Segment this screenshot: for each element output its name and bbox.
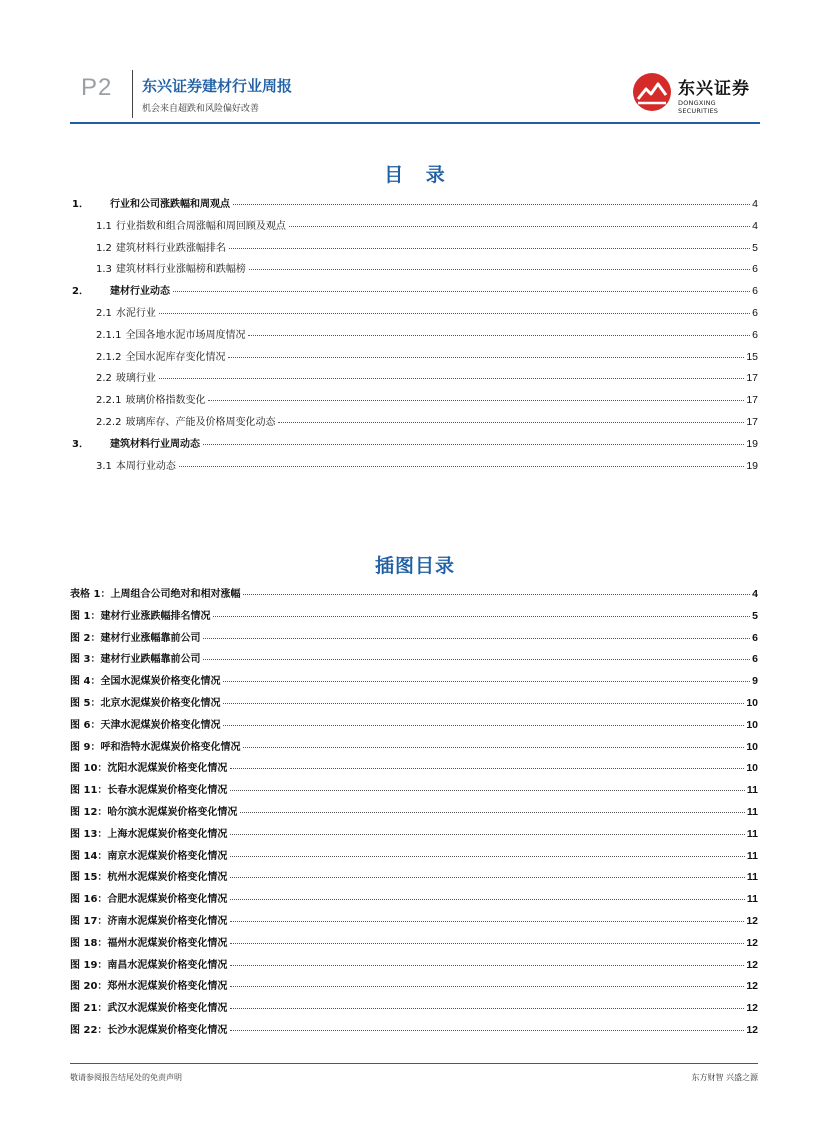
figure-entry[interactable]: [70, 956, 758, 978]
dot-leader: [173, 291, 750, 292]
entry-number: 图 16：: [70, 894, 108, 906]
figure-entry[interactable]: [70, 977, 758, 999]
entry-number: 图 4：: [70, 676, 101, 688]
entry-label: 玻璃价格指数变化: [125, 395, 206, 407]
footer-rule: [70, 1063, 758, 1064]
figure-entry[interactable]: [70, 803, 758, 825]
dot-leader: [230, 986, 744, 987]
dot-leader: [230, 877, 744, 878]
figure-entry[interactable]: [70, 759, 758, 781]
toc-list: [70, 195, 758, 478]
figure-list-title: 插图目录: [374, 555, 455, 577]
entry-page: 6: [752, 328, 758, 341]
toc-entry[interactable]: [70, 239, 758, 261]
dot-leader: [228, 357, 744, 358]
dot-leader: [233, 204, 750, 205]
dongxing-logo-icon: [632, 72, 672, 112]
figure-entry[interactable]: [70, 890, 758, 912]
entry-label: 上海水泥煤炭价格变化情况: [107, 828, 228, 840]
dot-leader: [203, 638, 750, 639]
entry-number: 图 14：: [70, 850, 108, 862]
logo-name-cn: 东兴证券: [678, 79, 750, 99]
toc-entry[interactable]: [70, 260, 758, 282]
entry-page: 17: [746, 394, 758, 407]
entry-page: 12: [746, 936, 758, 949]
dot-leader: [179, 466, 744, 467]
entry-page: 5: [752, 609, 758, 622]
entry-label: 建筑材料行业跌涨幅排名: [115, 242, 226, 254]
dot-leader: [230, 921, 744, 922]
entry-label: 全国水泥煤炭价格变化情况: [100, 676, 221, 688]
entry-number: 3．: [72, 438, 89, 450]
figure-entry[interactable]: [70, 585, 758, 607]
entry-page: 6: [752, 653, 758, 666]
entry-label: 沈阳水泥煤炭价格变化情况: [107, 763, 228, 775]
entry-page: 10: [746, 740, 758, 753]
entry-label: 合肥水泥煤炭价格变化情况: [107, 894, 228, 906]
entry-label: 建筑材料行业涨幅榜和跌幅榜: [115, 264, 246, 276]
dot-leader: [243, 747, 744, 748]
entry-number: 2.2.2: [96, 416, 122, 428]
dot-leader: [159, 313, 750, 314]
entry-label: 南京水泥煤炭价格变化情况: [107, 850, 228, 862]
company-logo: [632, 72, 758, 115]
entry-label: 郑州水泥煤炭价格变化情况: [107, 981, 228, 993]
dot-leader: [230, 856, 744, 857]
dot-leader: [278, 422, 744, 423]
logo-name-en: DONGXING SECURITIES: [678, 99, 719, 115]
entry-number: 2.2.1: [96, 395, 122, 407]
entry-label: 上周组合公司绝对和相对涨幅: [110, 589, 241, 600]
dot-leader: [203, 444, 744, 445]
dot-leader: [230, 899, 744, 900]
figure-entry[interactable]: [70, 934, 758, 956]
dot-leader: [213, 616, 750, 617]
dot-leader: [243, 594, 750, 595]
entry-page: 5: [752, 241, 758, 254]
entry-number: 2.1: [96, 307, 112, 319]
entry-number: 图 1：: [70, 610, 101, 622]
entry-page: 12: [746, 980, 758, 993]
figure-entry[interactable]: [70, 716, 758, 738]
entry-page: 6: [752, 631, 758, 644]
report-title: 东兴证券建材行业周报: [142, 77, 293, 95]
entry-label: 呼和浩特水泥煤炭价格变化情况: [100, 741, 241, 753]
entry-number: 图 12：: [70, 806, 108, 818]
entry-number: 2.1.1: [96, 329, 122, 341]
footer-disclaimer: 敬请参阅报告结尾处的免责声明: [70, 1073, 182, 1082]
entry-page: 10: [746, 718, 758, 731]
figure-entry[interactable]: [70, 999, 758, 1021]
dot-leader: [203, 659, 750, 660]
dot-leader: [230, 768, 744, 769]
figure-entry[interactable]: [70, 650, 758, 672]
entry-number: 1.1: [96, 220, 112, 232]
toc-entry[interactable]: [70, 326, 758, 348]
entry-label: 本周行业动态: [115, 460, 176, 472]
entry-number: 图 20：: [70, 981, 108, 993]
toc-entry[interactable]: [70, 195, 758, 217]
entry-number: 图 17：: [70, 915, 108, 927]
toc-entry[interactable]: [70, 282, 758, 304]
dot-leader: [159, 378, 744, 379]
toc-entry[interactable]: [70, 391, 758, 413]
entry-label: 南昌水泥煤炭价格变化情况: [107, 959, 228, 971]
entry-page: 19: [746, 437, 758, 450]
entry-page: 17: [746, 372, 758, 385]
report-subtitle: 机会来自超跌和风险偏好改善: [142, 104, 260, 114]
entry-page: 6: [752, 263, 758, 276]
dot-leader: [240, 812, 744, 813]
figure-entry[interactable]: [70, 781, 758, 803]
entry-label: 长春水泥煤炭价格变化情况: [107, 785, 228, 797]
entry-page: 10: [746, 696, 758, 709]
entry-label: 玻璃行业: [115, 373, 156, 385]
dot-leader: [223, 725, 744, 726]
entry-label: 行业和公司涨跌幅和周观点: [110, 199, 230, 210]
dot-leader: [230, 965, 744, 966]
entry-page: 4: [752, 588, 758, 600]
entry-number: 图 21：: [70, 1003, 108, 1015]
entry-number: 2.2: [96, 373, 112, 385]
entry-number: 表格 1：: [70, 589, 111, 600]
entry-label: 建材行业动态: [110, 286, 170, 298]
entry-label: 天津水泥煤炭价格变化情况: [100, 719, 221, 731]
entry-number: 1.2: [96, 242, 112, 254]
entry-page: 11: [746, 827, 758, 840]
toc-entry[interactable]: [70, 369, 758, 391]
entry-page: 11: [746, 871, 758, 884]
figure-entry[interactable]: [70, 738, 758, 760]
figure-entry[interactable]: [70, 825, 758, 847]
entry-number: 1.3: [96, 264, 112, 276]
dot-leader: [289, 226, 750, 227]
figure-entry[interactable]: [70, 847, 758, 869]
entry-page: 10: [746, 762, 758, 775]
entry-label: 玻璃库存、产能及价格周变化动态: [125, 416, 276, 428]
figure-entry[interactable]: [70, 629, 758, 651]
figure-entry[interactable]: [70, 868, 758, 890]
entry-number: 图 18：: [70, 937, 108, 949]
entry-page: 12: [746, 958, 758, 971]
entry-number: 图 19：: [70, 959, 108, 971]
figure-entry[interactable]: [70, 1021, 758, 1043]
entry-label: 杭州水泥煤炭价格变化情况: [107, 872, 228, 884]
entry-label: 建材行业涨跌幅排名情况: [100, 610, 211, 622]
entry-number: 图 9：: [70, 741, 101, 753]
entry-page: 6: [752, 285, 758, 298]
entry-page: 12: [746, 914, 758, 927]
header-divider: [132, 70, 133, 118]
footer-slogan: 东方财智 兴盛之源: [691, 1073, 758, 1082]
entry-page: 11: [746, 784, 758, 797]
entry-number: 图 13：: [70, 828, 108, 840]
toc-entry[interactable]: [70, 413, 758, 435]
entry-label: 长沙水泥煤炭价格变化情况: [107, 1024, 228, 1036]
dot-leader: [229, 248, 750, 249]
figure-entry[interactable]: [70, 672, 758, 694]
entry-page: 11: [746, 849, 758, 862]
entry-page: 6: [752, 306, 758, 319]
dot-leader: [223, 703, 744, 704]
entry-page: 11: [746, 893, 758, 906]
dot-leader: [230, 1030, 744, 1031]
entry-number: 2.1.2: [96, 351, 122, 363]
entry-page: 12: [746, 1023, 758, 1036]
dot-leader: [248, 335, 750, 336]
entry-page: 11: [746, 805, 758, 818]
entry-label: 水泥行业: [115, 307, 156, 319]
entry-number: 图 22：: [70, 1024, 108, 1036]
header-rule: [70, 122, 760, 124]
entry-number: 图 6：: [70, 719, 101, 731]
entry-page: 12: [746, 1002, 758, 1015]
figure-entry[interactable]: [70, 607, 758, 629]
toc-entry[interactable]: [70, 457, 758, 479]
dot-leader: [230, 1008, 744, 1009]
entry-label: 福州水泥煤炭价格变化情况: [107, 937, 228, 949]
entry-page: 15: [746, 350, 758, 363]
figure-entry[interactable]: [70, 912, 758, 934]
entry-label: 建筑材料行业周动态: [110, 438, 200, 450]
toc-entry[interactable]: [70, 304, 758, 326]
entry-label: 武汉水泥煤炭价格变化情况: [107, 1003, 228, 1015]
entry-label: 哈尔滨水泥煤炭价格变化情况: [107, 806, 238, 818]
entry-page: 4: [752, 198, 758, 210]
entry-number: 3.1: [96, 460, 112, 472]
dot-leader: [249, 269, 750, 270]
dot-leader: [230, 790, 744, 791]
toc-entry[interactable]: [70, 435, 758, 457]
page-number: P2: [81, 74, 113, 101]
entry-label: 建材行业涨幅靠前公司: [100, 632, 201, 644]
entry-label: 建材行业跌幅靠前公司: [100, 654, 201, 666]
dot-leader: [223, 681, 750, 682]
entry-number: 图 10：: [70, 763, 108, 775]
dot-leader: [208, 400, 744, 401]
page-header: [70, 60, 760, 126]
entry-number: 图 5：: [70, 697, 101, 709]
entry-label: 全国水泥库存变化情况: [125, 351, 226, 363]
entry-number: 图 3：: [70, 654, 101, 666]
entry-page: 19: [746, 459, 758, 472]
toc-entry[interactable]: [70, 348, 758, 370]
entry-label: 济南水泥煤炭价格变化情况: [107, 915, 228, 927]
entry-page: 17: [746, 415, 758, 428]
entry-number: 图 2：: [70, 632, 101, 644]
figure-entry[interactable]: [70, 694, 758, 716]
entry-page: 9: [752, 675, 758, 688]
dot-leader: [230, 834, 744, 835]
entry-label: 全国各地水泥市场周度情况: [125, 329, 246, 341]
toc-entry[interactable]: [70, 217, 758, 239]
entry-number: 1．: [72, 199, 89, 210]
entry-number: 图 15：: [70, 872, 108, 884]
entry-number: 图 11：: [70, 785, 108, 797]
dot-leader: [230, 943, 744, 944]
entry-label: 行业指数和组合周涨幅和周回顾及观点: [115, 220, 286, 232]
entry-number: 2．: [72, 286, 89, 298]
entry-label: 北京水泥煤炭价格变化情况: [100, 697, 221, 709]
entry-page: 4: [752, 219, 758, 232]
toc-title: 目 录: [384, 164, 446, 186]
figure-list: [70, 585, 758, 1043]
